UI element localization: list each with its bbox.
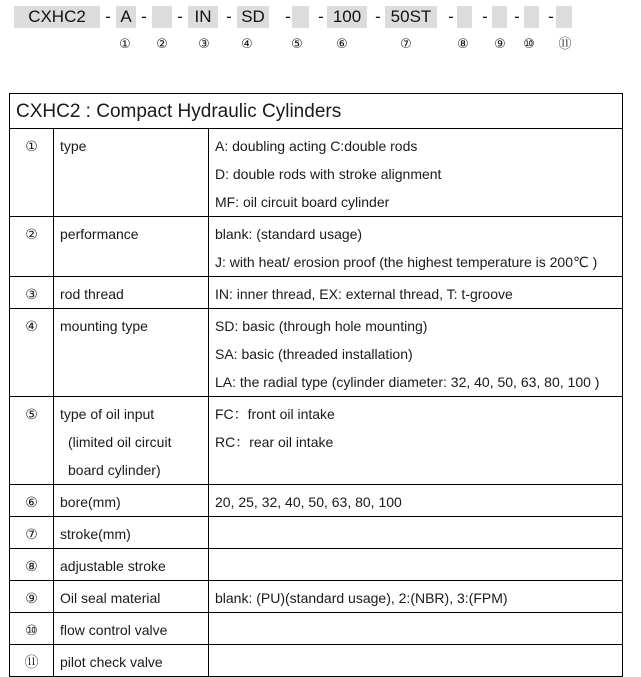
code-dash: - [482,7,488,26]
row-number: ⑦ [10,517,54,549]
code-dash: - [514,7,520,26]
row-description-line: IN: inner thread, EX: external thread, T: t-groove [215,286,513,302]
row-description-line: 20, 25, 32, 40, 50, 63, 80, 100 [215,494,402,510]
row-number: ⑨ [10,581,54,613]
row-name-line: flow control valve [60,622,168,638]
row-description-line: MF: oil circuit board cylinder [215,194,390,210]
row-name [54,217,209,277]
row-number: ② [10,217,54,277]
position-marker: ④ [241,36,253,51]
row-description [209,549,623,581]
table-row [10,309,623,397]
table-title: CXHC2 : Compact Hydraulic Cylinders [10,94,623,129]
row-description-line: D: double rods with stroke alignment [215,166,442,182]
row-number: ⑤ [10,397,54,485]
row-description-line: FC：front oil intake [215,406,335,422]
row-description-line: SD: basic (through hole mounting) [215,318,428,334]
row-name-line: rod thread [60,286,124,302]
code-dash: - [375,7,381,26]
row-number: ① [10,129,54,217]
row-name-line: (limited oil circuit [68,434,172,450]
position-marker: ⑤ [291,36,303,51]
row-name [54,309,209,397]
code-dash: - [448,7,454,26]
row-number: ⑥ [10,485,54,517]
spec-table [9,93,623,677]
row-description [209,581,623,613]
row-name-line: board cylinder) [68,462,161,478]
row-name-line: mounting type [60,318,148,334]
row-description [209,277,623,309]
row-name [54,277,209,309]
position-marker: ① [119,36,131,51]
table-row [10,485,623,517]
code-segment-1: A [116,6,136,28]
row-number: ⑧ [10,549,54,581]
code-segment-10 [524,6,539,28]
table-row [10,217,623,277]
row-name-line: Oil seal material [60,590,161,606]
code-model: CXHC2 [14,6,100,28]
position-marker: ② [156,36,168,51]
row-name-line: type [60,138,87,154]
code-dash: - [318,7,324,26]
row-name-line: adjustable stroke [60,558,166,574]
row-name [54,397,209,485]
row-name [54,549,209,581]
table-row [10,517,623,549]
row-name [54,613,209,645]
table-row [10,129,623,217]
code-segment-6: 100 [327,6,367,28]
row-name [54,517,209,549]
position-marker: ⑩ [523,36,535,51]
code-segment-9 [492,6,507,28]
row-name [54,645,209,677]
code-dash: - [548,7,554,26]
row-description [209,397,623,485]
row-description [209,517,623,549]
row-name-line: type of oil input [60,406,155,422]
position-marker: ⑧ [457,36,469,51]
row-number: ③ [10,277,54,309]
code-dash: - [105,7,111,26]
row-number: ⑪ [10,645,54,677]
row-description [209,129,623,217]
row-name [54,129,209,217]
code-segment-5 [292,6,309,28]
row-description-line: RC：rear oil intake [215,434,334,450]
code-segment-7: 50ST [385,6,437,28]
code-segment-11 [556,6,572,28]
table-row [10,581,623,613]
row-description-line: A: doubling acting C:double rods [215,138,418,154]
row-description-line: J: with heat/ erosion proof (the highest temperature is 200℃ ) [215,254,598,270]
code-segment-8 [457,6,472,28]
row-description [209,217,623,277]
code-dash: - [285,7,291,26]
code-segment-4: SD [237,6,269,28]
code-segment-2 [152,6,172,28]
row-description [209,645,623,677]
position-marker: ⑨ [494,36,506,51]
row-description [209,485,623,517]
position-marker: ⑦ [400,36,412,51]
row-name [54,485,209,517]
row-number: ④ [10,309,54,397]
row-description-line: blank: (standard usage) [215,226,363,242]
table-row [10,277,623,309]
table-row [10,397,623,485]
row-description-line: SA: basic (threaded installation) [215,346,413,362]
position-marker: ⑥ [336,36,348,51]
code-dash: - [226,7,232,26]
row-name-line: pilot check valve [60,654,163,670]
row-description-line: blank: (PU)(standard usage), 2:(NBR), 3:(FPM) [215,590,508,606]
code-dash: - [177,7,183,26]
row-description [209,613,623,645]
position-marker: ⑪ [558,36,572,51]
row-name [54,581,209,613]
row-description-line: LA: the radial type (cylinder diameter: 32, 40, 50, 63, 80, 100 ) [215,374,600,390]
row-name-line: bore(mm) [60,494,121,510]
row-number: ⑩ [10,613,54,645]
model-code-bar [0,0,641,60]
row-name-line: stroke(mm) [60,526,131,542]
table-title-row [10,94,623,129]
code-segment-3: IN [188,6,218,28]
table-row [10,549,623,581]
row-description [209,309,623,397]
row-name-line: performance [60,226,139,242]
table-row [10,645,623,677]
code-dash: - [141,7,147,26]
position-marker: ③ [198,36,210,51]
table-row [10,613,623,645]
spec-table-body [10,94,623,677]
